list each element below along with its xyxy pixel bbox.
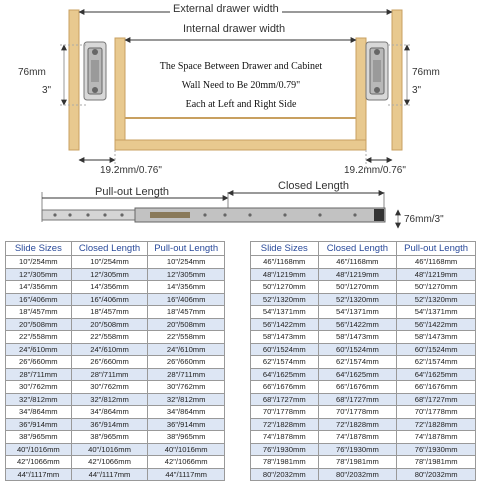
right-height-in: 3" bbox=[412, 85, 422, 96]
table-row bbox=[251, 356, 476, 369]
table-cell: 32"/812mm bbox=[148, 393, 225, 406]
table-row bbox=[6, 468, 225, 481]
table-row bbox=[6, 381, 225, 394]
table-row bbox=[251, 318, 476, 331]
table-cell: 54"/1371mm bbox=[318, 306, 397, 319]
table-cell: 24"/610mm bbox=[6, 343, 72, 356]
table-cell: 40"/1016mm bbox=[6, 443, 72, 456]
table-cell: 60"/1524mm bbox=[251, 343, 319, 356]
table-cell: 26"/660mm bbox=[6, 356, 72, 369]
pullout-length-label: Pull-out Length bbox=[95, 186, 169, 198]
table-cell: 62"/1574mm bbox=[251, 356, 319, 369]
table-cell: 74"/1878mm bbox=[251, 431, 319, 444]
table-cell: 42"/1066mm bbox=[71, 456, 148, 469]
table-cell: 80"/2032mm bbox=[397, 468, 476, 481]
table-cell: 78"/1981mm bbox=[251, 456, 319, 469]
table-row bbox=[6, 318, 225, 331]
table-row bbox=[251, 381, 476, 394]
table-cell: 18"/457mm bbox=[71, 306, 148, 319]
table-cell: 36"/914mm bbox=[148, 418, 225, 431]
table-cell: 50"/1270mm bbox=[318, 281, 397, 294]
header-slide-sizes: Slide Sizes bbox=[6, 242, 72, 256]
table-cell: 42"/1066mm bbox=[6, 456, 72, 469]
table-row bbox=[251, 281, 476, 294]
left-height-mm: 76mm bbox=[18, 67, 46, 78]
table-cell: 30"/762mm bbox=[148, 381, 225, 394]
table-cell: 72"/1828mm bbox=[397, 418, 476, 431]
table-row bbox=[251, 293, 476, 306]
table-cell: 36"/914mm bbox=[71, 418, 148, 431]
table-cell: 78"/1981mm bbox=[397, 456, 476, 469]
table-cell: 64"/1625mm bbox=[397, 368, 476, 381]
table-cell: 62"/1574mm bbox=[318, 356, 397, 369]
table-cell: 68"/1727mm bbox=[251, 393, 319, 406]
table-cell: 38"/965mm bbox=[71, 431, 148, 444]
table-row bbox=[251, 468, 476, 481]
table-cell: 66"/1676mm bbox=[251, 381, 319, 394]
table-row bbox=[6, 343, 225, 356]
table-cell: 14"/356mm bbox=[71, 281, 148, 294]
table-cell: 70"/1778mm bbox=[397, 406, 476, 419]
table-cell: 52"/1320mm bbox=[397, 293, 476, 306]
table-cell: 18"/457mm bbox=[6, 306, 72, 319]
table-row bbox=[251, 393, 476, 406]
table-row bbox=[251, 306, 476, 319]
table-row bbox=[6, 431, 225, 444]
table-cell: 58"/1473mm bbox=[251, 331, 319, 344]
table-cell: 24"/610mm bbox=[148, 343, 225, 356]
drawer-bottom bbox=[115, 140, 366, 150]
table-row bbox=[6, 418, 225, 431]
table-cell: 60"/1524mm bbox=[397, 343, 476, 356]
table-cell: 54"/1371mm bbox=[397, 306, 476, 319]
table-row bbox=[6, 256, 225, 269]
table-cell: 16"/406mm bbox=[6, 293, 72, 306]
table-cell: 68"/1727mm bbox=[318, 393, 397, 406]
table-body bbox=[251, 256, 476, 481]
table-cell: 32"/812mm bbox=[71, 393, 148, 406]
table-cell: 20"/508mm bbox=[148, 318, 225, 331]
table-cell: 38"/965mm bbox=[6, 431, 72, 444]
table-cell: 12"/305mm bbox=[6, 268, 72, 281]
table-cell: 22"/558mm bbox=[71, 331, 148, 344]
table-row bbox=[251, 431, 476, 444]
header-closed-length: Closed Length bbox=[318, 242, 397, 256]
table-cell: 10"/254mm bbox=[148, 256, 225, 269]
header-pullout-length: Pull-out Length bbox=[148, 242, 225, 256]
table-cell: 12"/305mm bbox=[148, 268, 225, 281]
table-cell: 40"/1016mm bbox=[71, 443, 148, 456]
table-cell: 48"/1219mm bbox=[251, 268, 319, 281]
instruction-text bbox=[130, 57, 352, 114]
table-row bbox=[6, 456, 225, 469]
table-header-row bbox=[251, 242, 476, 256]
instruction-line-1: The Space Between Drawer and Cabinet bbox=[159, 61, 323, 72]
table-cell: 50"/1270mm bbox=[397, 281, 476, 294]
table-cell: 74"/1878mm bbox=[397, 431, 476, 444]
cabinet-right-wall bbox=[392, 10, 402, 150]
table-cell: 72"/1828mm bbox=[318, 418, 397, 431]
table-cell: 48"/1219mm bbox=[318, 268, 397, 281]
table-row bbox=[251, 418, 476, 431]
table-cell: 30"/762mm bbox=[71, 381, 148, 394]
table-cell: 26"/660mm bbox=[71, 356, 148, 369]
table-cell: 66"/1676mm bbox=[397, 381, 476, 394]
table-cell: 76"/1930mm bbox=[318, 443, 397, 456]
table-row bbox=[251, 256, 476, 269]
table-row bbox=[6, 293, 225, 306]
table-cell: 66"/1676mm bbox=[318, 381, 397, 394]
table-cell: 54"/1371mm bbox=[251, 306, 319, 319]
table-cell: 52"/1320mm bbox=[251, 293, 319, 306]
table-row bbox=[6, 368, 225, 381]
table-row bbox=[6, 331, 225, 344]
table-cell: 44"/1117mm bbox=[6, 468, 72, 481]
table-row bbox=[251, 443, 476, 456]
table-cell: 18"/457mm bbox=[148, 306, 225, 319]
table-cell: 28"/711mm bbox=[6, 368, 72, 381]
table-row bbox=[251, 368, 476, 381]
size-table-left bbox=[5, 241, 225, 481]
table-cell: 20"/508mm bbox=[71, 318, 148, 331]
table-cell: 80"/2032mm bbox=[318, 468, 397, 481]
table-cell: 62"/1574mm bbox=[397, 356, 476, 369]
left-gap-label: 19.2mm/0.76" bbox=[100, 165, 162, 176]
table-row bbox=[6, 393, 225, 406]
table-cell: 70"/1778mm bbox=[318, 406, 397, 419]
table-cell: 52"/1320mm bbox=[318, 293, 397, 306]
instruction-line-2: Wall Need to Be 20mm/0.79" bbox=[181, 80, 301, 91]
table-row bbox=[6, 306, 225, 319]
table-cell: 34"/864mm bbox=[71, 406, 148, 419]
table-row bbox=[251, 456, 476, 469]
right-gap-label: 19.2mm/0.76" bbox=[344, 165, 406, 176]
instruction-line-3: Each at Left and Right Side bbox=[185, 99, 297, 110]
table-cell: 22"/558mm bbox=[148, 331, 225, 344]
table-cell: 22"/558mm bbox=[6, 331, 72, 344]
table-cell: 70"/1778mm bbox=[251, 406, 319, 419]
table-cell: 78"/1981mm bbox=[318, 456, 397, 469]
slide-height-label: 76mm/3" bbox=[404, 214, 444, 225]
table-cell: 64"/1625mm bbox=[318, 368, 397, 381]
table-cell: 44"/1117mm bbox=[71, 468, 148, 481]
table-cell: 64"/1625mm bbox=[251, 368, 319, 381]
table-row bbox=[6, 356, 225, 369]
table-row bbox=[6, 443, 225, 456]
table-cell: 16"/406mm bbox=[71, 293, 148, 306]
table-cell: 32"/812mm bbox=[6, 393, 72, 406]
header-pullout-length: Pull-out Length bbox=[397, 242, 476, 256]
table-cell: 10"/254mm bbox=[71, 256, 148, 269]
table-cell: 12"/305mm bbox=[71, 268, 148, 281]
table-cell: 76"/1930mm bbox=[397, 443, 476, 456]
table-row bbox=[251, 268, 476, 281]
external-width-label: External drawer width bbox=[170, 3, 282, 15]
table-cell: 80"/2032mm bbox=[251, 468, 319, 481]
closed-length-label: Closed Length bbox=[278, 180, 349, 192]
table-cell: 34"/864mm bbox=[148, 406, 225, 419]
table-cell: 34"/864mm bbox=[6, 406, 72, 419]
table-cell: 68"/1727mm bbox=[397, 393, 476, 406]
drawer-left-side bbox=[115, 38, 125, 148]
table-cell: 40"/1016mm bbox=[148, 443, 225, 456]
table-cell: 46"/1168mm bbox=[318, 256, 397, 269]
cabinet-left-wall bbox=[69, 10, 79, 150]
internal-width-label: Internal drawer width bbox=[183, 23, 286, 35]
size-table-right bbox=[250, 241, 476, 481]
table-cell: 58"/1473mm bbox=[318, 331, 397, 344]
table-header-row bbox=[6, 242, 225, 256]
table-cell: 46"/1168mm bbox=[397, 256, 476, 269]
table-cell: 14"/356mm bbox=[148, 281, 225, 294]
table-cell: 20"/508mm bbox=[6, 318, 72, 331]
table-cell: 30"/762mm bbox=[6, 381, 72, 394]
right-height-mm: 76mm bbox=[412, 67, 440, 78]
table-row bbox=[251, 343, 476, 356]
table-cell: 24"/610mm bbox=[71, 343, 148, 356]
left-height-in: 3" bbox=[42, 85, 52, 96]
drawer-right-side bbox=[356, 38, 366, 148]
table-body bbox=[6, 256, 225, 481]
table-cell: 16"/406mm bbox=[148, 293, 225, 306]
header-closed-length: Closed Length bbox=[71, 242, 148, 256]
table-cell: 46"/1168mm bbox=[251, 256, 319, 269]
table-cell: 72"/1828mm bbox=[251, 418, 319, 431]
table-cell: 60"/1524mm bbox=[318, 343, 397, 356]
table-cell: 44"/1117mm bbox=[148, 468, 225, 481]
slide-diagram bbox=[0, 180, 480, 240]
drawer-slide-icon bbox=[42, 208, 385, 222]
table-row bbox=[6, 406, 225, 419]
table-cell: 56"/1422mm bbox=[318, 318, 397, 331]
table-row bbox=[251, 331, 476, 344]
table-cell: 28"/711mm bbox=[71, 368, 148, 381]
table-row bbox=[6, 268, 225, 281]
table-cell: 36"/914mm bbox=[6, 418, 72, 431]
table-cell: 28"/711mm bbox=[148, 368, 225, 381]
table-cell: 74"/1878mm bbox=[318, 431, 397, 444]
table-cell: 56"/1422mm bbox=[251, 318, 319, 331]
table-cell: 38"/965mm bbox=[148, 431, 225, 444]
table-cell: 56"/1422mm bbox=[397, 318, 476, 331]
table-row bbox=[6, 281, 225, 294]
table-row bbox=[251, 406, 476, 419]
table-cell: 48"/1219mm bbox=[397, 268, 476, 281]
table-cell: 50"/1270mm bbox=[251, 281, 319, 294]
left-slide-bracket-icon bbox=[84, 42, 106, 100]
header-slide-sizes: Slide Sizes bbox=[251, 242, 319, 256]
table-cell: 76"/1930mm bbox=[251, 443, 319, 456]
table-cell: 42"/1066mm bbox=[148, 456, 225, 469]
right-slide-bracket-icon bbox=[366, 42, 388, 100]
table-cell: 10"/254mm bbox=[6, 256, 72, 269]
table-cell: 14"/356mm bbox=[6, 281, 72, 294]
table-cell: 26"/660mm bbox=[148, 356, 225, 369]
table-cell: 58"/1473mm bbox=[397, 331, 476, 344]
